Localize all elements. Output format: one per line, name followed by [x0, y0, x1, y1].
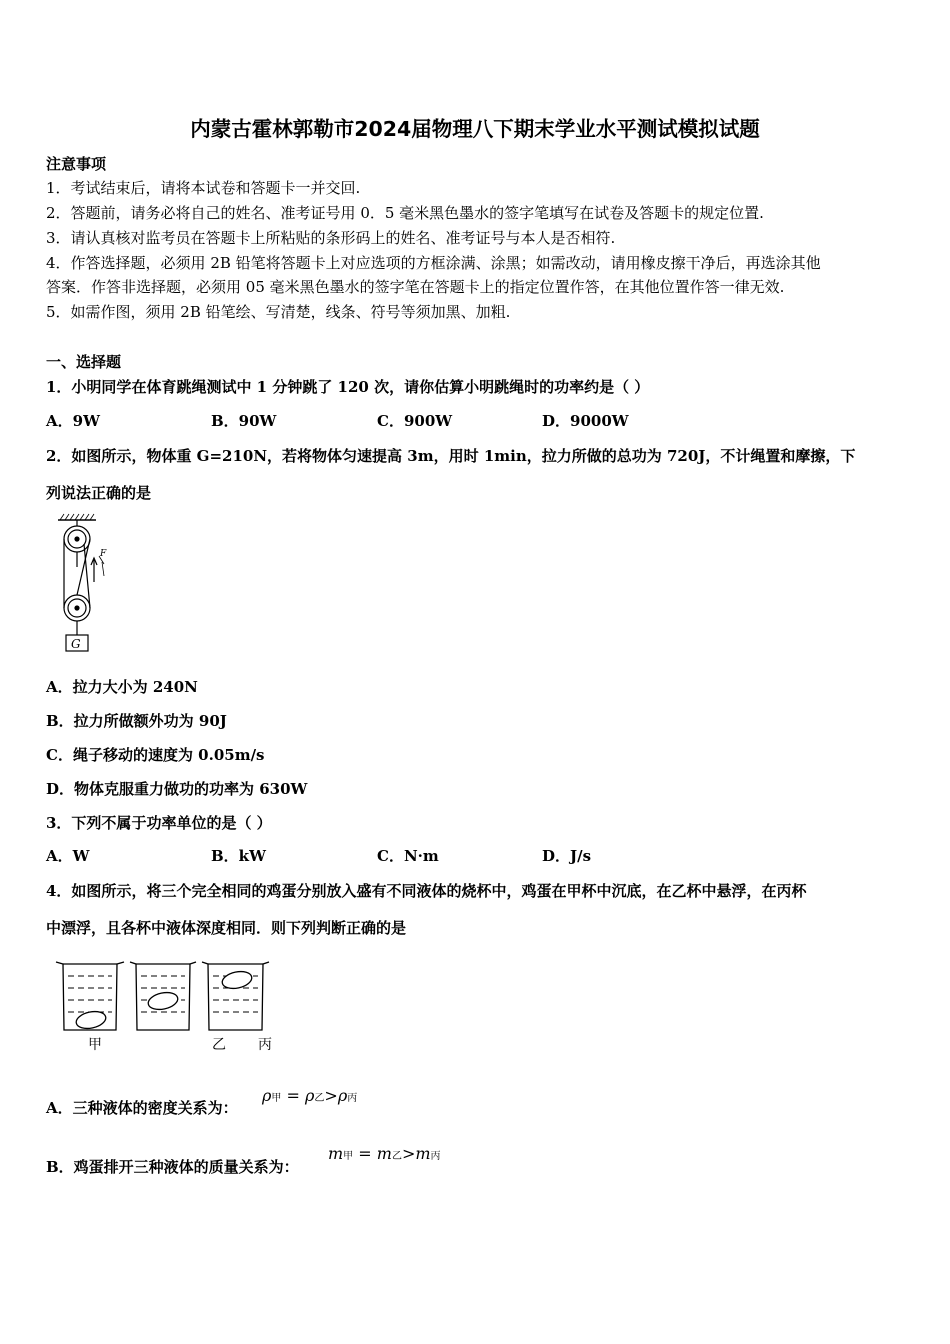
q4-option-a: A．三种液体的密度关系为： — [46, 1099, 238, 1117]
q4-option-a-formula: ρ甲 = ρ乙>ρ丙 — [262, 1086, 358, 1105]
q1-option-b: B．90W — [211, 412, 277, 430]
q2-option-c: C．绳子移动的速度为 0.05m/s — [46, 746, 265, 764]
section-heading: 一、选择题 — [46, 353, 122, 371]
pulley-diagram — [50, 512, 130, 660]
notice-item: 2．答题前，请务必将自己的姓名、准考证号用 0．5 毫米黑色墨水的签字笔填写在试卷及答题卡的规定位置. — [46, 204, 764, 222]
notice-item: 1．考试结束后，请将本试卷和答题卡一并交回. — [46, 179, 361, 197]
q2-option-a: A．拉力大小为 240N — [46, 678, 198, 696]
q3-option-a: A．W — [46, 847, 90, 865]
q4-option-b-formula: m甲 = m乙>m丙 — [328, 1144, 441, 1163]
beaker-label-yi: 乙 — [212, 1037, 226, 1053]
beaker-label-bing: 丙 — [258, 1037, 272, 1053]
q3-option-c: C．N·m — [377, 847, 439, 865]
force-label: F — [100, 549, 107, 559]
load-label: G — [71, 637, 81, 651]
question-3-stem: 3．下列不属于功率单位的是（ ） — [46, 814, 272, 832]
question-2-stem-cont: 列说法正确的是 — [46, 484, 152, 502]
q2-option-b: B．拉力所做额外功为 90J — [46, 712, 227, 730]
notice-item: 4．作答选择题，必须用 2B 铅笔将答题卡上对应选项的方框涂满、涂黑；如需改动，请用橡皮擦干净后，再选涂其他 — [46, 254, 821, 272]
beakers-diagram — [52, 958, 277, 1054]
beaker-label-jia: 甲 — [88, 1037, 102, 1053]
q3-option-d: D．J/s — [542, 847, 592, 865]
q1-option-d: D．9000W — [542, 412, 629, 430]
notice-item: 3．请认真核对监考员在答题卡上所粘贴的条形码上的姓名、准考证号与本人是否相符. — [46, 229, 616, 247]
notice-heading: 注意事项 — [46, 155, 107, 173]
q1-option-a: A．9W — [46, 412, 100, 430]
q1-option-c: C．900W — [377, 412, 453, 430]
question-4-stem: 4．如图所示，将三个完全相同的鸡蛋分别放入盛有不同液体的烧杯中，鸡蛋在甲杯中沉底，在乙杯中悬浮，在丙杯 — [46, 882, 807, 900]
q2-option-d: D．物体克服重力做功的功率为 630W — [46, 780, 308, 798]
q4-option-b: B．鸡蛋排开三种液体的质量关系为： — [46, 1158, 299, 1176]
question-2-stem: 2．如图所示，物体重 G=210N，若将物体匀速提高 3m，用时 1min，拉力所做的总功为 720J，不计绳置和摩擦，下 — [46, 447, 856, 465]
notice-item: 5．如需作图，须用 2B 铅笔绘、写清楚，线条、符号等须加黑、加粗. — [46, 303, 511, 321]
q3-option-b: B．kW — [211, 847, 266, 865]
question-1-stem: 1．小明同学在体育跳绳测试中 1 分钟跳了 120 次，请你估算小明跳绳时的功率约是（ ） — [46, 378, 650, 396]
question-4-stem-cont: 中漂浮，且各杯中液体深度相同．则下列判断正确的是 — [46, 919, 407, 937]
notice-item: 答案．作答非选择题，必须用 05 毫米黑色墨水的签字笔在答题卡上的指定位置作答，在其他位置作答一律无效. — [46, 278, 785, 296]
page-title: 内蒙古霍林郭勒市2024届物理八下期末学业水平测试模拟试题 — [190, 117, 760, 141]
